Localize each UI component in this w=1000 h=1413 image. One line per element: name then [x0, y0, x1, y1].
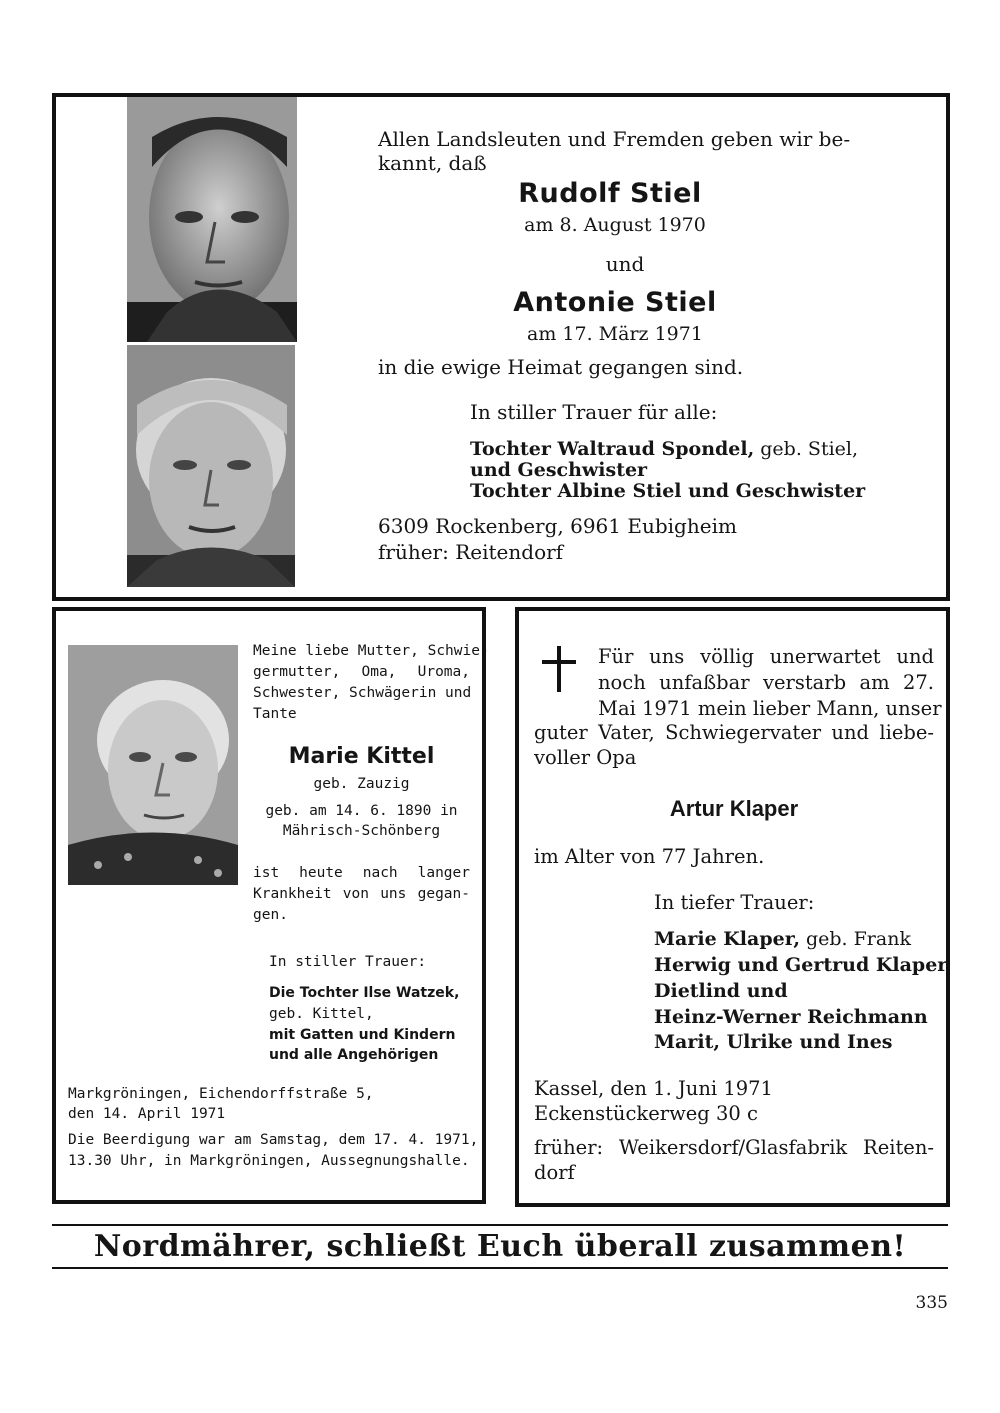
stiel-mourner-3: Tochter Albine Stiel und Geschwister — [470, 480, 866, 502]
kittel-mourner-2: geb. Kittel, — [269, 1006, 374, 1022]
kittel-passed-1: ist heute nach langer — [253, 865, 470, 881]
kittel-mourner-4: und alle Angehörigen — [269, 1047, 439, 1063]
slogan-rule-bottom — [52, 1267, 948, 1269]
klaper-intro-line-3: Mai 1971 mein lieber Mann, unser — [598, 697, 942, 720]
kittel-address-2: den 14. April 1971 — [68, 1106, 226, 1122]
stiel-mourning-label: In stiller Trauer für alle: — [470, 400, 718, 424]
kittel-mourner-3: mit Gatten und Kindern — [269, 1027, 456, 1043]
klaper-mourner-3: Dietlind und — [654, 980, 788, 1002]
klaper-mourner-5: Marit, Ulrike und Ines — [654, 1031, 893, 1053]
klaper-address-1: Kassel, den 1. Juni 1971 — [534, 1077, 773, 1100]
klaper-name: Artur Klaper — [669, 796, 799, 821]
stiel-date-2: am 17. März 1971 — [527, 323, 703, 345]
klaper-mourner-1-bold: Marie Klaper, — [654, 928, 800, 950]
klaper-intro-line-2: noch unfaßbar verstarb am 27. — [598, 671, 934, 694]
cross-icon — [542, 646, 576, 692]
photo-rudolf-stiel — [127, 97, 297, 342]
stiel-conj: und — [605, 252, 645, 276]
klaper-intro-line-4: guter Vater, Schwiegervater und liebe- — [534, 721, 934, 744]
kittel-intro-line-3: Schwester, Schwägerin und — [253, 685, 472, 701]
kittel-mourner-1: Die Tochter Ilse Watzek, — [269, 985, 460, 1001]
kittel-funeral-2: 13.30 Uhr, in Markgröningen, Aussegnungshalle. — [68, 1153, 470, 1169]
klaper-mourning-label: In tiefer Trauer: — [654, 891, 815, 914]
kittel-maiden: geb. Zauzig — [313, 776, 410, 792]
stiel-date-1: am 8. August 1970 — [524, 214, 706, 236]
page-number: 335 — [915, 1293, 948, 1313]
klaper-former-2: dorf — [534, 1161, 575, 1184]
klaper-former-1: früher: Weikersdorf/Glasfabrik Reiten- — [534, 1136, 934, 1159]
stiel-address: 6309 Rockenberg, 6961 Eubigheim — [378, 514, 737, 538]
stiel-intro-line-1: Allen Landsleuten und Fremden geben wir be- — [378, 127, 851, 151]
stiel-mourner-1 — [470, 439, 858, 461]
kittel-name: Marie Kittel — [288, 744, 435, 769]
slogan-rule-top — [52, 1224, 948, 1226]
slogan: Nordmährer, schließt Euch überall zusammen! — [93, 1229, 907, 1264]
photo-antonie-stiel — [127, 345, 295, 587]
klaper-address-2: Eckenstückerweg 30 c — [534, 1102, 758, 1125]
kittel-intro-line-4: Tante — [253, 706, 297, 722]
klaper-intro-line-1: Für uns völlig unerwartet und — [598, 645, 934, 668]
stiel-mourner-1-bold: Tochter Waltraud Spondel, — [470, 438, 755, 460]
kittel-passed-2: Krankheit von uns gegan- — [253, 886, 470, 902]
stiel-name-rudolf: Rudolf Stiel — [518, 178, 702, 209]
kittel-born-2: Mährisch-Schönberg — [282, 823, 441, 839]
stiel-name-antonie: Antonie Stiel — [513, 287, 717, 318]
stiel-intro-line-2: kannt, daß — [378, 151, 487, 175]
stiel-mourner-2: und Geschwister — [470, 459, 648, 481]
klaper-intro-line-5: voller Opa — [534, 746, 637, 769]
klaper-mourner-1 — [654, 929, 911, 951]
kittel-intro-line-2: germutter, Oma, Uroma, — [253, 664, 470, 680]
kittel-mourning-label: In stiller Trauer: — [269, 954, 427, 970]
stiel-former: früher: Reitendorf — [378, 540, 564, 564]
klaper-age: im Alter von 77 Jahren. — [534, 845, 765, 868]
kittel-intro-line-1: Meine liebe Mutter, Schwie- — [253, 643, 489, 659]
kittel-funeral-1: Die Beerdigung war am Samstag, dem 17. 4. 1971, — [68, 1132, 479, 1148]
klaper-mourner-4: Heinz-Werner Reichmann — [654, 1006, 928, 1028]
kittel-address-1: Markgröningen, Eichendorffstraße 5, — [68, 1086, 374, 1102]
photo-marie-kittel — [68, 645, 238, 885]
kittel-born-1: geb. am 14. 6. 1890 in — [265, 803, 458, 819]
klaper-mourner-1-plain: geb. Frank — [799, 928, 911, 950]
stiel-passed: in die ewige Heimat gegangen sind. — [378, 355, 744, 379]
klaper-mourner-2: Herwig und Gertrud Klaper — [654, 954, 948, 976]
kittel-passed-3: gen. — [253, 907, 288, 923]
stiel-mourner-1-plain: geb. Stiel, — [754, 438, 859, 460]
